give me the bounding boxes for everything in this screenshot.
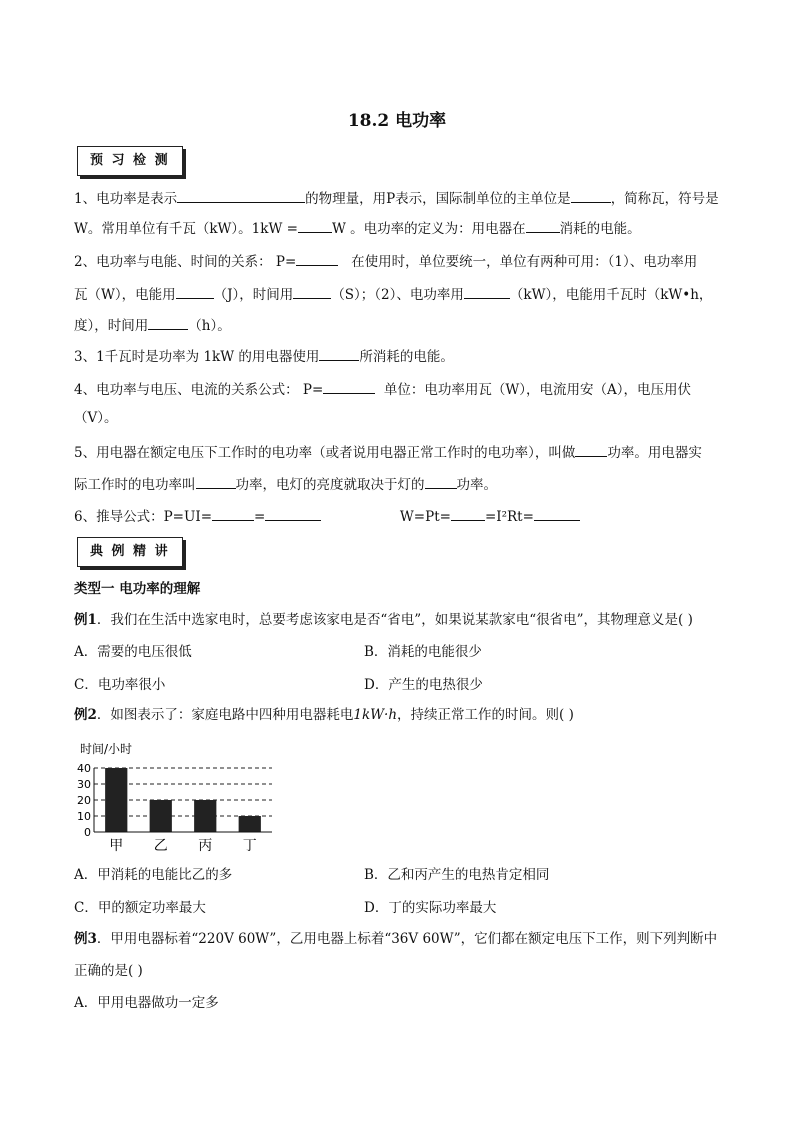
q5-text-a: 5、用电器在额定电压下工作时的电功率（或者说用电器正常工作时的电功率），叫做 xyxy=(74,445,576,461)
q2-line3 xyxy=(74,315,724,335)
blank xyxy=(177,188,305,203)
q4-line2 xyxy=(74,409,724,427)
q5-text-d: 功率，电灯的亮度就取决于灯的 xyxy=(235,477,425,493)
chart-bar xyxy=(194,800,216,832)
ex2-text2: ，持续正常工作的时间。则( ) xyxy=(397,707,574,723)
blank xyxy=(293,284,331,299)
ex1-text: ．我们在生活中选家电时，总要考虑该家电是否“省电”，如果说某款家电“很省电”，其物理意义是( ) xyxy=(96,612,693,628)
chart-bar xyxy=(105,768,127,832)
ex1-option-b: B．消耗的电能很少 xyxy=(364,644,482,660)
chart-x-tick-label: 乙 xyxy=(153,838,168,854)
blank xyxy=(296,251,338,266)
chart-y-tick-label: 40 xyxy=(77,762,91,775)
ex2-label: 例2 xyxy=(74,707,97,723)
ex3-label: 例3 xyxy=(74,931,97,947)
ex1-question xyxy=(74,611,724,629)
type1-heading: 类型一 电功率的理解 xyxy=(74,581,201,597)
blank xyxy=(148,315,188,330)
page-title: 18.2 电功率 xyxy=(347,111,447,131)
chart-bar xyxy=(239,816,261,832)
ex1-option-c: C．电功率很小 xyxy=(74,677,166,693)
ex2-option-d: D．丁的实际功率最大 xyxy=(364,900,497,916)
chart-x-ticks xyxy=(109,838,257,854)
q2-text-h: （h）。 xyxy=(188,318,231,334)
ex2-text: ．如图表示了：家庭电路中四种用电器耗电 xyxy=(96,707,354,723)
q1-text-e: W 。电功率的定义为：用电器在 xyxy=(331,221,526,237)
q5-line2 xyxy=(74,474,724,494)
chart-x-tick-label: 丙 xyxy=(198,838,213,854)
chart-y-tick-label: 20 xyxy=(77,794,91,807)
q1-text-c: ，简称瓦，符号是 xyxy=(610,191,719,207)
q6-text-d: =I²Rt= xyxy=(484,509,534,525)
q6-text-b: = xyxy=(254,509,266,525)
blank xyxy=(451,506,485,521)
q1-text-a: 1、电功率是表示 xyxy=(74,191,178,207)
ex1-option-a: A．需要的电压很低 xyxy=(74,644,192,660)
ex2-option-a: A．甲消耗的电能比乙的多 xyxy=(74,867,233,883)
chart-y-ticks xyxy=(77,762,91,839)
chart-x-tick-label: 甲 xyxy=(109,838,124,854)
ex1-option-d: D．产生的电热很少 xyxy=(364,677,483,693)
ex2-unit: 1kW·h xyxy=(353,707,398,723)
q6-text-c: W=Pt= xyxy=(399,509,451,525)
q3-line xyxy=(74,346,724,366)
section-tag-preview: 预 习 检 测 xyxy=(77,146,183,176)
blank xyxy=(176,284,214,299)
ex2-option-c: C．甲的额定功率最大 xyxy=(74,900,206,916)
q1-text-b: 的物理量，用P表示，国际制单位的主单位是 xyxy=(305,191,571,207)
q1-text-d: W。常用单位有千瓦（kW）。1kW = xyxy=(74,221,298,237)
blank xyxy=(323,379,375,394)
ex1-label: 例1 xyxy=(74,612,97,628)
q2-text-a: 2、电功率与电能、时间的关系： P= xyxy=(74,254,297,270)
q6-line xyxy=(74,506,724,526)
ex3-question-line2: 正确的是( ) xyxy=(74,963,143,979)
blank xyxy=(464,284,510,299)
q4-text-a: 4、电功率与电压、电流的关系公式： P= xyxy=(74,382,324,398)
blank xyxy=(265,506,321,521)
q2-text-f: （kW），电能用千瓦时（kW•h， xyxy=(509,287,713,303)
q2-text-c: 瓦（W），电能用 xyxy=(74,287,176,303)
q2-line1 xyxy=(74,251,724,271)
chart-y-tick-label: 30 xyxy=(77,778,91,791)
q4-text-b: 单位：电功率用瓦（W），电流用安（A），电压用伏 xyxy=(383,382,691,398)
q5-text-c: 际工作时的电功率叫 xyxy=(74,477,196,493)
chart-bar xyxy=(150,800,172,832)
blank xyxy=(196,474,236,489)
time-bar-chart xyxy=(74,740,284,855)
q4-text-c: （V）。 xyxy=(74,410,118,426)
q2-text-e: （S）；（2）、电功率用 xyxy=(331,287,464,303)
q1-line1 xyxy=(74,188,724,208)
q4-line1 xyxy=(74,379,724,399)
q2-text-b: 在使用时，单位要统一，单位有两种可用：（1）、电功率用 xyxy=(351,254,698,270)
chart-x-tick-label: 丁 xyxy=(242,838,257,854)
blank xyxy=(212,506,254,521)
q3-text-a: 3、1千瓦时是功率为 1kW 的用电器使用 xyxy=(74,349,320,365)
blank xyxy=(298,218,332,233)
ex2-question xyxy=(74,706,724,724)
ex3-option-a: A．甲用电器做功一定多 xyxy=(74,995,219,1011)
q6-text-a: 6、推导公式：P=UI= xyxy=(74,509,213,525)
q5-text-b: 功率。用电器实 xyxy=(607,445,702,461)
q2-line2 xyxy=(74,284,724,304)
section-tag-examples: 典 例 精 讲 xyxy=(77,537,183,567)
q2-text-g: 度），时间用 xyxy=(74,318,149,334)
ex3-text: ．甲用电器标着“220V 60W”，乙用电器上标着“36V 60W”，它们都在额定电压下工作，则下列判断中 xyxy=(96,931,718,947)
chart-y-tick-label: 0 xyxy=(84,826,91,839)
chart-y-tick-label: 10 xyxy=(77,810,91,823)
q3-text-b: 所消耗的电能。 xyxy=(359,349,454,365)
blank xyxy=(534,506,580,521)
blank xyxy=(425,474,457,489)
blank xyxy=(319,346,359,361)
ex3-question-line1 xyxy=(74,930,724,948)
blank xyxy=(571,188,611,203)
q5-text-e: 功率。 xyxy=(456,477,497,493)
chart-y-axis-label: 时间/小时 xyxy=(80,742,133,756)
ex2-option-b: B．乙和丙产生的电热肯定相同 xyxy=(364,867,550,883)
blank xyxy=(575,442,607,457)
blank xyxy=(526,218,560,233)
q1-text-f: 消耗的电能。 xyxy=(559,221,641,237)
q5-line1 xyxy=(74,442,724,462)
q1-line2 xyxy=(74,218,724,238)
q2-text-d: （J），时间用 xyxy=(213,287,294,303)
